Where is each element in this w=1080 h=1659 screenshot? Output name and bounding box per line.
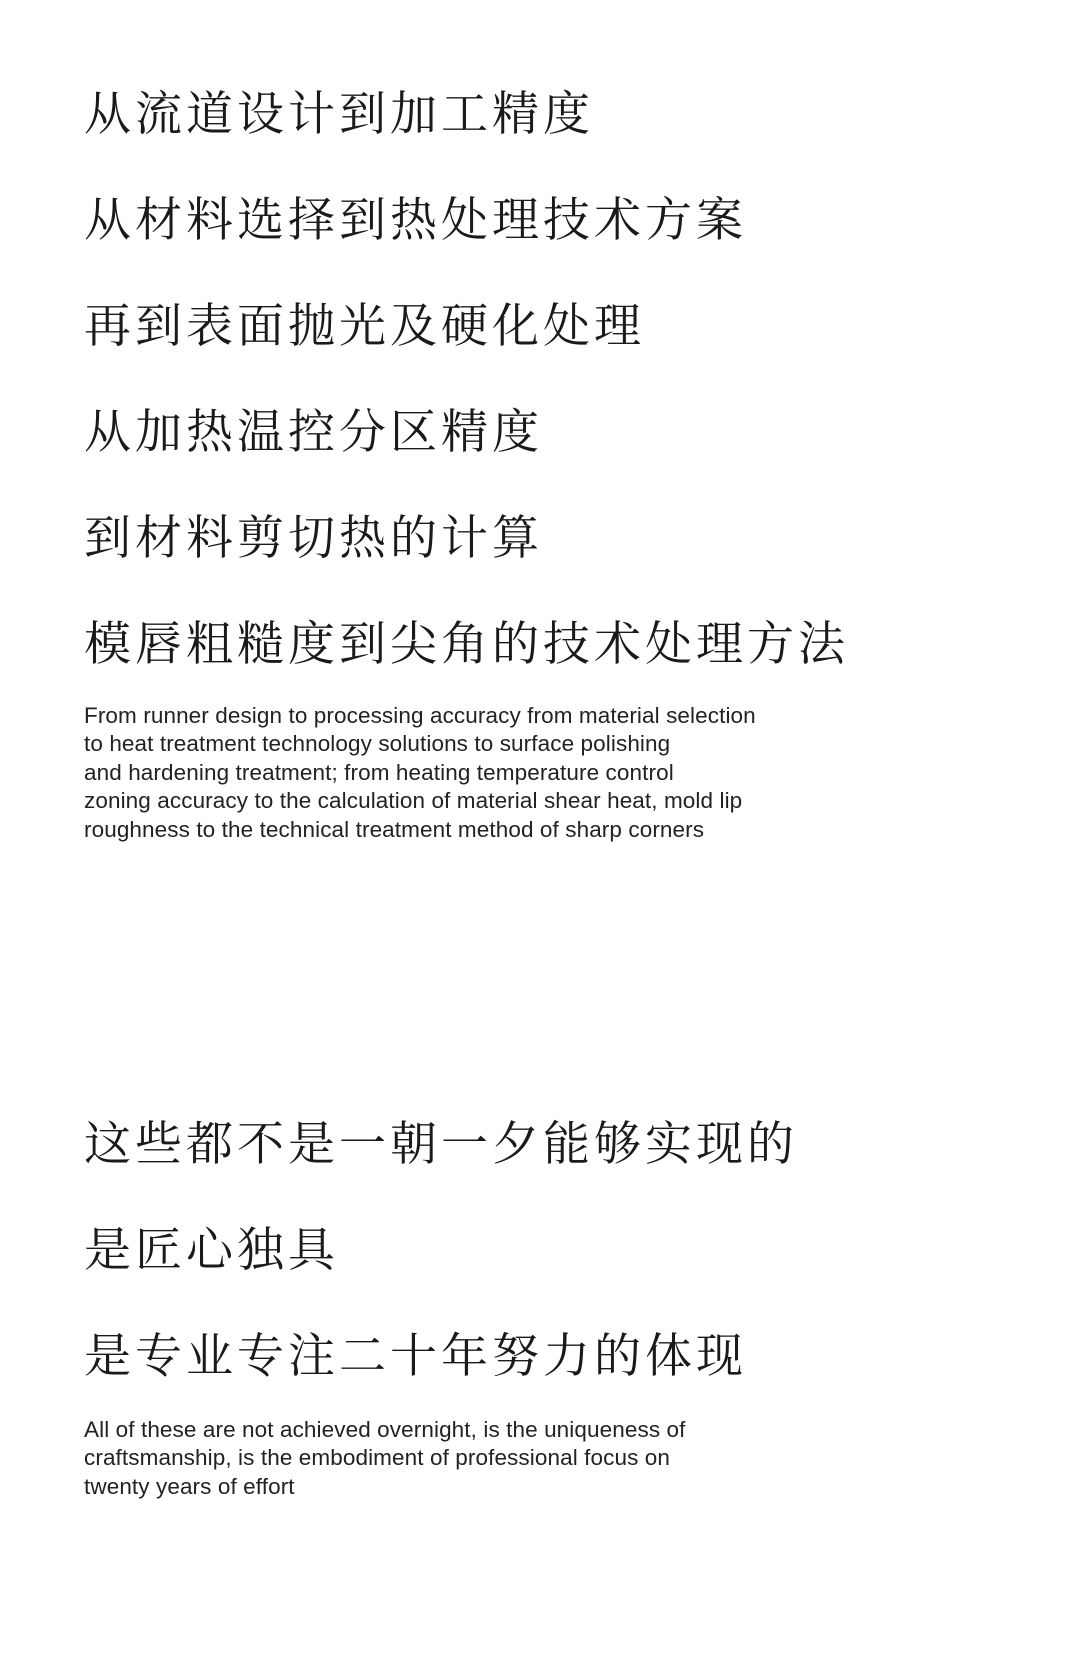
english-paragraph [84, 1416, 1024, 1501]
english-paragraph [84, 702, 1024, 844]
english-line: to heat treatment technology solutions to surface polishing [84, 731, 671, 757]
english-line: twenty years of effort [84, 1473, 295, 1499]
chinese-text-block [84, 1092, 1024, 1410]
english-line: From runner design to processing accuracy from material selection [84, 703, 756, 728]
closing-section [84, 1092, 1024, 1501]
chinese-line: 从流道设计到加工精度 [84, 87, 594, 142]
chinese-line: 到材料剪切热的计算 [84, 511, 543, 566]
chinese-line: 这些都不是一朝一夕能够实现的 [84, 1117, 798, 1172]
chinese-line: 从加热温控分区精度 [84, 405, 543, 460]
english-line: All of these are not achieved overnight, is the uniqueness of [84, 1417, 686, 1442]
chinese-text-block [84, 62, 1024, 698]
english-line: and hardening treatment; from heating temperature control [84, 759, 674, 785]
chinese-line: 从材料选择到热处理技术方案 [84, 193, 747, 248]
chinese-line: 模唇粗糙度到尖角的技术处理方法 [84, 617, 849, 672]
english-line: roughness to the technical treatment method of sharp corners [84, 816, 705, 842]
english-line: zoning accuracy to the calculation of material shear heat, mold lip [84, 788, 743, 814]
chinese-line: 是专业专注二十年努力的体现 [84, 1329, 747, 1384]
chinese-line: 再到表面抛光及硬化处理 [84, 299, 645, 354]
chinese-line: 是匠心独具 [84, 1223, 339, 1278]
english-line: craftsmanship, is the embodiment of professional focus on [84, 1445, 670, 1471]
intro-section [84, 62, 1024, 844]
